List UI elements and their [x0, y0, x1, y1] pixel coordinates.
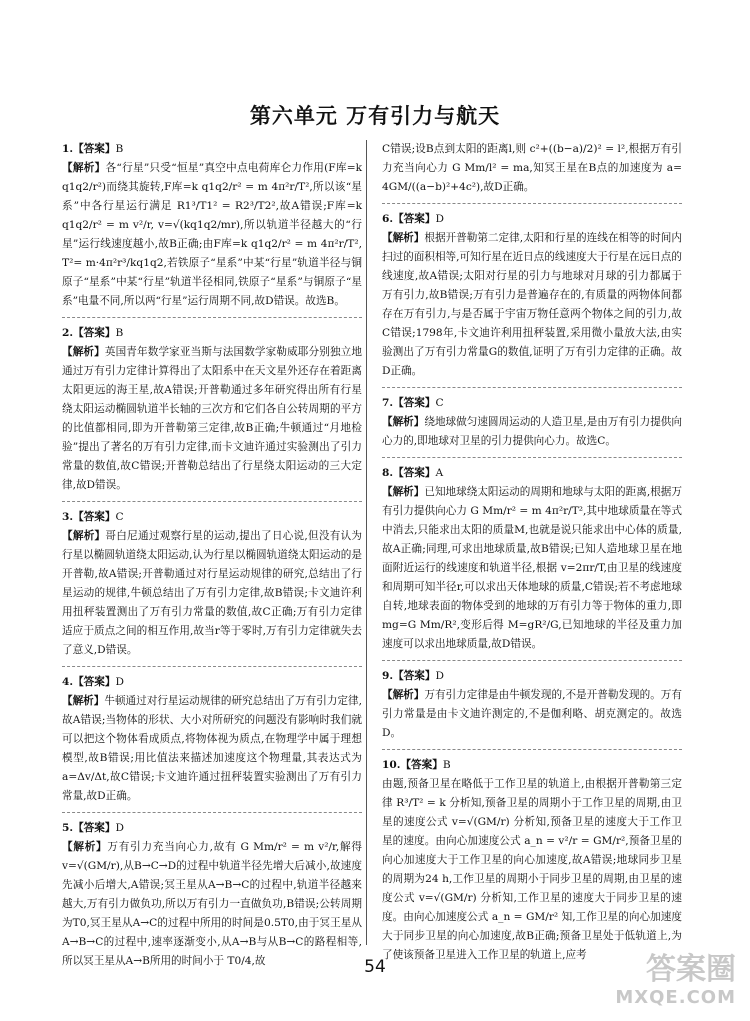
item-number: 3.	[62, 511, 74, 523]
answer-label: 【答案】	[400, 759, 443, 771]
analysis-label: 【解析】	[382, 416, 425, 428]
answer-value: D	[435, 670, 444, 682]
analysis-text: 已知地球绕太阳运动的周期和地球与太阳的距离,根据万有引力提供向心力 G Mm/r² = m 4π²r/T²,其中地球质量在等式中消去,只能求出太阳的质量M,也就是说只能求出中心体的质量,故A正确;同理,可求出地球质量,故B错误;已知人造地球卫星在地面附近运行的线速度和轨道半径,根据 v=2πr/T,由卫星的线速度和周期可知半径r,可以求出天体地球的质量,C错误;若不考虑地球自转,地球表面的物体受到的地球的万有引力等于物体的重力,即 mg=G Mm/R²,变形后得 M=gR²/G,已知地球的半径及重力加速度可以求出地球质量,故D错误。	[382, 486, 682, 650]
answer-value: B	[442, 759, 451, 771]
answer-value: C	[435, 397, 444, 409]
item-number: 10.	[382, 759, 401, 771]
item-number: 8.	[382, 467, 394, 479]
item-number: 7.	[382, 397, 394, 409]
page-number: 54	[364, 957, 386, 977]
answer-value: B	[115, 327, 124, 339]
item-separator	[382, 387, 682, 388]
column-divider	[366, 140, 367, 945]
analysis-label: 【解析】	[62, 346, 105, 358]
analysis-text: 各“行星”只受“恒星”真空中点电荷库仑力作用(F库=k q1q2/r²)而绕其旋转,F库=k q1q2/r² = m 4π²r/T²,所以该“星系”中各行星运行满足 R1³/T1² = R2³/T2²,故A错误;F库=k q1q2/r² = m v²/r, v=√(kq1q2/mr),所以轨道半径越大的“行星”运行线速度越小,故B正确;由F库=k q1q2/r² = m 4π²r/T², T²= m·4π²r³/kq1q2,若铁原子“星系”中某“行星”轨道半径与铜原子“星系”中某“行星”轨道半径相同,铁原子“星系”与铜原子“星系”电量不同,所以两“行星”运行周期不同,故D错误。故选B。	[62, 162, 363, 307]
answer-item-5-continued	[382, 140, 682, 197]
answer-label: 【答案】	[73, 143, 116, 155]
answer-label: 【答案】	[393, 467, 436, 479]
answer-value: A	[435, 467, 444, 479]
item-separator	[62, 317, 362, 318]
watermark-logo	[586, 953, 736, 1013]
answer-item-3	[62, 508, 362, 660]
answer-item-4	[62, 673, 362, 806]
item-separator	[62, 666, 362, 667]
answer-item-9	[382, 667, 682, 743]
analysis-label: 【解析】	[62, 530, 106, 542]
answer-item-8	[382, 464, 682, 654]
item-separator	[62, 501, 362, 502]
answer-item-7	[382, 394, 682, 451]
answer-label: 【答案】	[73, 511, 116, 523]
analysis-text: 英国青年数学家亚当斯与法国数学家勒威耶分别独立地通过万有引力定律计算得出了太阳系中在天文星外还存在着距离太阳更远的海王星,故A错误;开普勒通过多年研究得出所有行星绕太阳运动椭圆轨道半长轴的三次方和它们各自公转周期的平方的比值都相同,即为开普勒第三定律,故B正确;牛顿通过“月地检验”提出了著名的万有引力定律,而卡文迪许通过实验测出了引力常量的数值,故C错误;开普勒总结出了行星绕太阳运动的三大定律,故D错误。	[62, 346, 362, 491]
analysis-label: 【解析】	[62, 162, 106, 174]
answer-value: D	[115, 822, 124, 834]
item-separator	[382, 660, 682, 661]
answer-value: D	[115, 676, 124, 688]
item-separator	[382, 457, 682, 458]
analysis-text: 根据开普勒第二定律,太阳和行星的连线在相等的时间内扫过的面积相等,可知行星在近日点的线速度大于行星在远日点的线速度,故A错误;太阳对行星的引力与地球对月球的引力都属于万有引力,故B错误;万有引力是普遍存在的,有质量的两物体间都存在万有引力,与是否属于宇宙万物任意两个物体之间的引力,故C错误;1798年,卡文迪许利用扭秤装置,采用微小量放大法,由实验测出了万有引力常量G的数值,证明了万有引力定律的正确。故D正确。	[382, 232, 682, 377]
watermark-text: 答案圈	[646, 952, 736, 987]
right-column	[382, 140, 682, 965]
analysis-text: 绕地球做匀速圆周运动的人造卫星,是由万有引力提供向心力的,即地球对卫星的引力提供向心力。故选C。	[382, 416, 682, 447]
analysis-text: 由题,预备卫星在略低于工作卫星的轨道上,由根据开普勒第三定律 R³/T² = k 分析知,预备卫星的周期小于工作卫星的周期,由卫星的速度公式 v=√(GM/r) 分析知,预备卫星的速度大于工作卫星的速度。由向心加速度公式 a_n = v²/r = GM/r²,预备卫星的向心加速度大于工作卫星的向心加速度,故A错误;地球同步卫星的周期为24 h,工作卫星的周期小于同步卫星的周期,由卫星的速度公式 v=√(GM/r) 分析知,工作卫星的速度大于同步卫星的速度。由向心加速度公式 a_n = GM/r² 知,工作卫星的向心加速度大于同步卫星的向心加速度,故B正确;预备卫星处于低轨道上,为了使该预备卫星进入工作卫星的轨道上,应考	[382, 778, 682, 961]
left-column	[62, 140, 362, 971]
item-separator	[62, 812, 362, 813]
item-number: 5.	[62, 822, 74, 834]
answer-item-5	[62, 819, 362, 971]
analysis-text: 哥白尼通过观察行星的运动,提出了日心说,但没有认为行星以椭圆轨道绕太阳运动,认为行星以椭圆轨道绕太阳运动的是开普勒,故A错误;开普勒通过对行星运动规律的研究,总结出了行星运动的规律,牛顿总结出了万有引力定律,故B错误;卡文迪许利用扭秤装置测出了万有引力常量的数值,故C正确;万有引力定律适应于质点之间的相互作用,故当r等于零时,万有引力定律就失去了意义,D错误。	[62, 530, 363, 656]
analysis-label: 【解析】	[382, 486, 425, 498]
analysis-text: 万有引力定律是由牛顿发现的,不是开普勒发现的。万有引力常量是由卡文迪许测定的,不是伽利略、胡克测定的。故选D。	[382, 689, 682, 739]
answer-value: C	[115, 511, 124, 523]
answer-label: 【答案】	[73, 676, 116, 688]
analysis-label: 【解析】	[382, 232, 425, 244]
answer-item-6	[382, 210, 682, 381]
answer-label: 【答案】	[393, 670, 436, 682]
analysis-text: 万有引力充当向心力,故有 G Mm/r² = m v²/r,解得 v=√(GM/r),从B→C→D的过程中轨道半径先增大后减小,故速度先减小后增大,A错误;冥王星从A→B→C的过程中,轨道半径越来越大,万有引力做负功,所以万有引力一直做负功,B错误;公转周期为T0,冥王星从A→C的过程中所用的时间是0.5T0,由于冥王星从A→B→C的过程中,速率逐渐变小,从A→B与从B→C的路程相等,所以冥王星从A→B所用的时间小于 T0/4,故	[62, 841, 362, 967]
watermark-url: MXQE.COM	[615, 987, 736, 1008]
item-separator	[382, 749, 682, 750]
item-number: 1.	[62, 143, 74, 155]
analysis-label: 【解析】	[382, 689, 425, 701]
item-number: 4.	[62, 676, 74, 688]
answer-item-1	[62, 140, 362, 311]
item-number: 9.	[382, 670, 394, 682]
analysis-text: C错误;设B点到太阳的距离l,则 c²+((b−a)/2)² = l²,根据万有引力充当向心力 G Mm/l² = ma,知冥王星在B点的加速度为 a= 4GM/((a−b)²+4c²),故D正确。	[382, 143, 682, 193]
analysis-label: 【解析】	[62, 695, 105, 707]
analysis-text: 牛顿通过对行星运动规律的研究总结出了万有引力定律,故A错误;当物体的形状、大小对所研究的问题没有影响时我们就可以把这个物体看成质点,将物体视为质点,在物理学中属于理想模型,故B错误;用比值法来描述加速度这个物理量,其表达式为 a=Δv/Δt,故C错误;卡文迪许通过扭秤装置实验测出了万有引力常量,故D正确。	[62, 695, 362, 802]
analysis-label: 【解析】	[62, 841, 108, 853]
answer-value: D	[435, 213, 444, 225]
answer-label: 【答案】	[73, 327, 116, 339]
answer-label: 【答案】	[73, 822, 116, 834]
answer-item-10	[382, 756, 682, 965]
page-title: 第六单元 万有引力与航天	[249, 104, 501, 128]
answer-label: 【答案】	[393, 397, 436, 409]
item-separator	[382, 203, 682, 204]
answer-label: 【答案】	[393, 213, 436, 225]
answer-item-2	[62, 324, 362, 495]
item-number: 6.	[382, 213, 394, 225]
item-number: 2.	[62, 327, 74, 339]
answer-value: B	[115, 143, 124, 155]
